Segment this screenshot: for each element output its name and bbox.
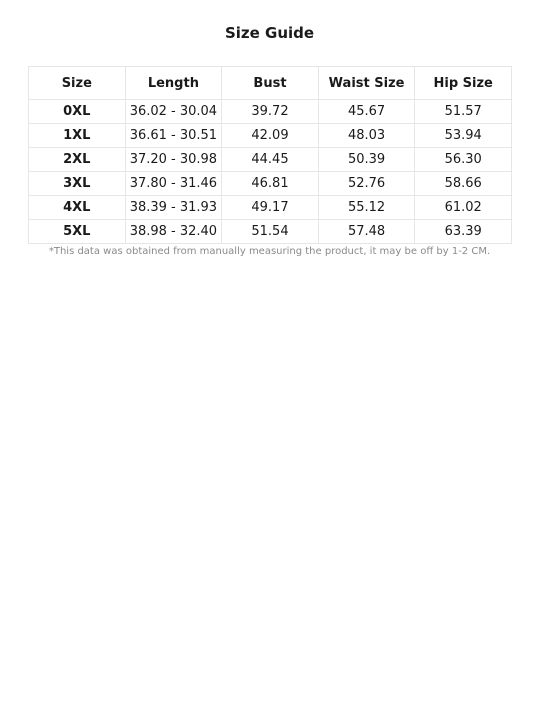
cell-hip-size: 51.57 [415,100,512,124]
header-bust: Bust [222,67,319,100]
cell-size: 1XL [29,124,126,148]
cell-size: 0XL [29,100,126,124]
cell-bust: 49.17 [222,196,319,220]
table-header-row [29,67,512,100]
table-row [29,196,512,220]
cell-size: 3XL [29,172,126,196]
cell-length: 38.39 - 31.93 [125,196,222,220]
cell-hip-size: 61.02 [415,196,512,220]
cell-bust: 51.54 [222,220,319,244]
cell-waist-size: 52.76 [318,172,415,196]
cell-bust: 42.09 [222,124,319,148]
header-waist-size: Waist Size [318,67,415,100]
measurement-footnote: *This data was obtained from manually measuring the product, it may be off by 1-2 CM. [48,246,491,257]
cell-length: 37.80 - 31.46 [125,172,222,196]
cell-length: 38.98 - 32.40 [125,220,222,244]
cell-bust: 44.45 [222,148,319,172]
cell-bust: 46.81 [222,172,319,196]
cell-hip-size: 56.30 [415,148,512,172]
size-guide-table [28,66,512,244]
header-size: Size [29,67,126,100]
cell-waist-size: 45.67 [318,100,415,124]
table-row [29,148,512,172]
cell-waist-size: 50.39 [318,148,415,172]
cell-waist-size: 48.03 [318,124,415,148]
table-row [29,220,512,244]
table-row [29,172,512,196]
cell-hip-size: 63.39 [415,220,512,244]
cell-hip-size: 53.94 [415,124,512,148]
cell-hip-size: 58.66 [415,172,512,196]
page-title: Size Guide [224,24,315,42]
cell-waist-size: 55.12 [318,196,415,220]
cell-bust: 39.72 [222,100,319,124]
table-row [29,124,512,148]
cell-size: 5XL [29,220,126,244]
cell-waist-size: 57.48 [318,220,415,244]
cell-length: 37.20 - 30.98 [125,148,222,172]
cell-size: 4XL [29,196,126,220]
header-hip-size: Hip Size [415,67,512,100]
header-length: Length [125,67,222,100]
cell-size: 2XL [29,148,126,172]
cell-length: 36.61 - 30.51 [125,124,222,148]
cell-length: 36.02 - 30.04 [125,100,222,124]
table-row [29,100,512,124]
